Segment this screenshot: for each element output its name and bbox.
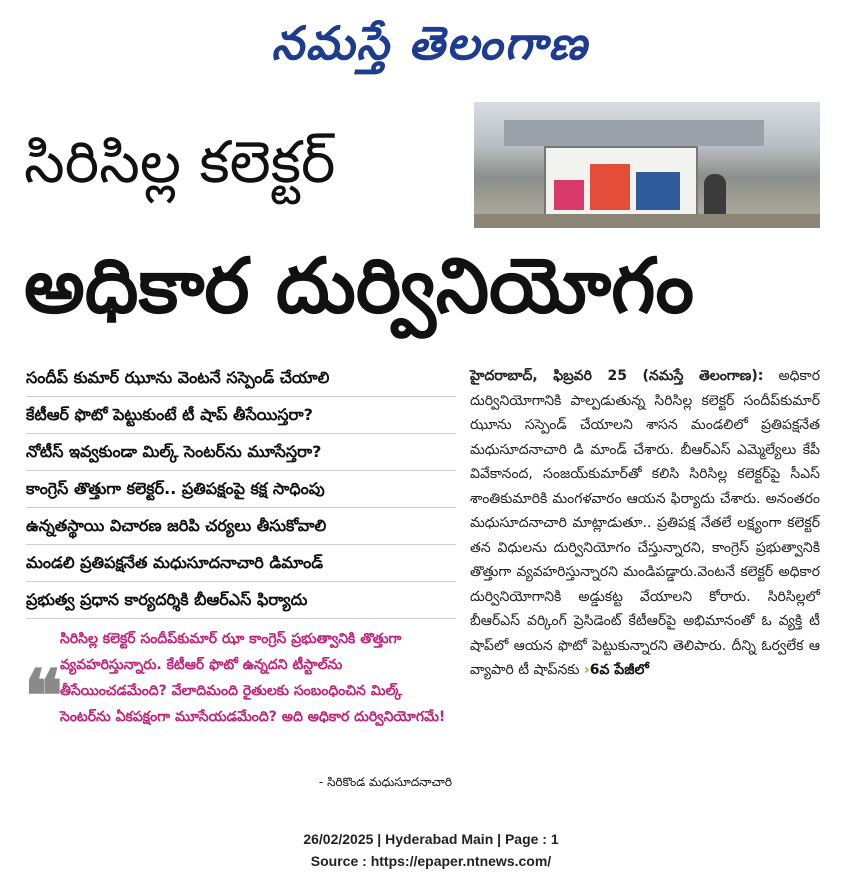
continued-link[interactable] (584, 662, 649, 678)
photo-poster (554, 180, 584, 210)
page-footer (0, 828, 862, 872)
bullet-item: నోటీస్ ఇవ్వకుండా మిల్క్ సెంటర్‌ను మూసేస్తరా? (26, 434, 456, 471)
bullet-item: కాంగ్రెస్ తొత్తుగా కలెక్టర్.. ప్రతిపక్షంపై కక్ష సాధింపు (26, 471, 456, 508)
footer-source-link[interactable]: Source : https://epaper.ntnews.com/ (310, 853, 552, 869)
article-dateline: హైదరాబాద్, ఫిబ్రవరి 25 (నమస్తే తెలంగాణ): (470, 368, 764, 384)
article-text: అధికార దుర్వినియోగానికి పాల్పడుతున్న సిరిసిల్ల కలెక్టర్ సందీప్‌కుమార్ ఝూను సస్పెండ్ చేయాలని శాసన మండలిలో ప్రతిపక్షనేత మధుసూదనాచారి డి మాండ్ చేశారు. బీఆర్ఎస్ ఎమ్మెల్యేలు కేపీ వివేకానంద, సంజయ్‌కుమార్‌తో కలిసి సిరిసిల్ల కలెక్టర్‌పై సీఎస్ శాంతికుమారికి మంగళవారం ఆయన ఫిర్యాదు చేశారు. అనంతరం మధుసూదనాచారి మాట్లాడుతూ.. ప్రతిపక్ష నేతలే లక్ష్యంగా కలెక్టర్ తన విధులను దుర్వినియోగం చేస్తున్నారని, కాంగ్రెస్ ప్రభుత్వానికి తొత్తుగా వ్యవహరిస్తున్నారని మండిపడ్డారు.వెంటనే కలెక్టర్ అధికార దుర్వినియోగానికి అడ్డుకట్ట వేయాలని కోరారు. సిరిసిల్లలో బీఆర్ఎస్ వర్కింగ్ ప్రెసిడెంట్ కేటీఆర్‌పై అభిమానంతో ఓ వ్యక్తి టీ షాప్‌లో ఆయన ఫొటో పెట్టుకున్నారని తెలిపారు. దీన్ని ఓర్వలేక ఆ వ్యాపారి టీ షాప్‌నకు (470, 368, 820, 678)
photo-poster (636, 172, 680, 210)
news-photo-tea-stall (474, 102, 820, 228)
quote-text: సిరిసిల్ల కలెక్టర్ సందీప్‌కుమార్ ఝా కాంగ్రెస్ ప్రభుత్వానికి తొత్తుగా వ్యవహరిస్తున్నారు. కేటీఆర్ ఫొటో ఉన్నదని టీస్టాల్‌ను తీసేయించడమేంది? వేలాదిమంది రైతులకు సంబంధించిన మిల్క్ సెంటర్‌ను ఏకపక్షంగా మూసేయడమేంది? అది అధికార దుర్వినియోగమే! (60, 631, 446, 725)
continued-label: 6వ పేజీలో (589, 662, 649, 678)
bullet-item: ఉన్నతస్థాయి విచారణ జరిపి చర్యలు తీసుకోవాలి (26, 508, 456, 545)
bullet-item: మండలి ప్రతిపక్షనేత మధుసూదనాచారి డిమాండ్ (26, 545, 456, 582)
kicker-heading: సిరిసిల్ల కలెక్టర్ (24, 128, 336, 196)
masthead-logo: నమస్తే తెలంగాణ (271, 16, 589, 70)
article-body (470, 364, 820, 683)
highlight-bullets (26, 360, 456, 619)
quote-mark-icon: ❝ (24, 653, 63, 738)
bullet-item: ప్రభుత్వ ప్రధాన కార్యదర్శికి బీఆర్ఎస్ ఫిర్యాదు (26, 582, 456, 619)
main-headline: అధికార దుర్వినియోగం (24, 241, 695, 330)
bullet-item: సందీప్ కుమార్ ఝూను వెంటనే సస్పెండ్ చేయాలి (26, 360, 456, 397)
quote-attribution: - సిరికొండ మధుసూదనాచారి (318, 775, 452, 789)
pull-quote (20, 620, 456, 772)
continue-arrow-icon: › (583, 662, 590, 678)
footer-edition-info: 26/02/2025 | Hyderabad Main | Page : 1 (303, 831, 559, 847)
photo-poster (590, 164, 630, 210)
bullet-item: కేటీఆర్ ఫొటో పెట్టుకుంటే టీ షాప్ తీసేయిస్తరా? (26, 397, 456, 434)
photo-roof (504, 120, 764, 146)
